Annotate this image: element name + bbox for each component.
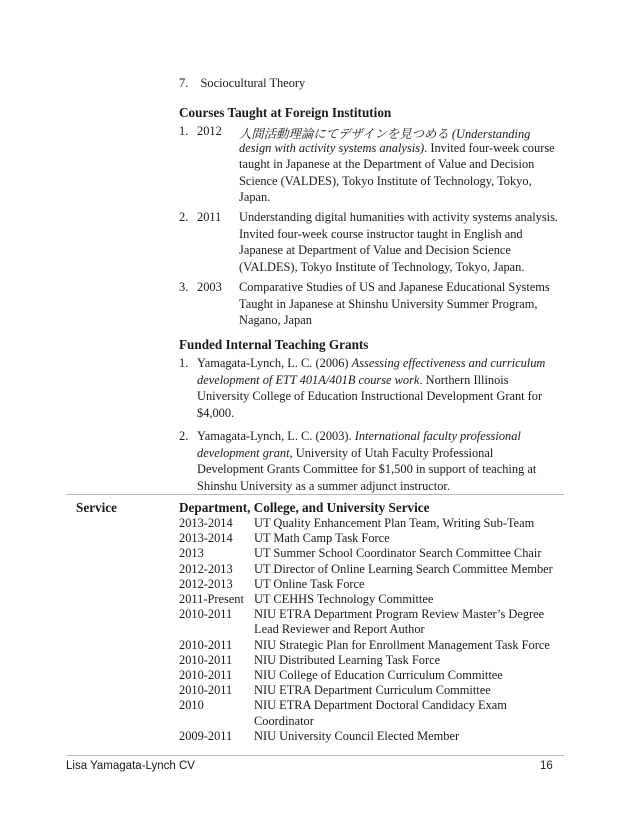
theory-item-text: Sociocultural Theory: [200, 76, 306, 90]
service-role: NIU Distributed Learning Task Force: [254, 652, 441, 667]
course-number: 1.: [179, 124, 189, 138]
course-year: 2012: [197, 124, 222, 138]
service-role: NIU Strategic Plan for Enrollment Management Task Force: [254, 637, 550, 652]
course-description-line: design with activity systems analysis). Invited four-week course: [239, 140, 555, 155]
course-description-line: Invited four-week course instructor taught in English and: [239, 226, 523, 241]
service-role: UT CEHHS Technology Committee: [254, 592, 434, 606]
grant-citation-line: Yamagata-Lynch, L. C. (2003). International faculty professional: [197, 429, 521, 443]
service-role: UT Summer School Coordinator Search Committee Chair: [254, 546, 542, 561]
service-role: NIU ETRA Department Program Review Master’s Degree: [254, 607, 545, 622]
course-description-line: Japan.: [239, 190, 271, 204]
service-date: 2010: [179, 698, 204, 713]
service-role: NIU ETRA Department Curriculum Committee: [254, 683, 491, 698]
course-number: 2.: [179, 210, 189, 224]
course-description-line: (VALDES), Tokyo Institute of Technology, Tokyo, Japan.: [239, 259, 525, 274]
service-role: UT Math Camp Task Force: [254, 531, 390, 546]
service-role: NIU ETRA Department Doctoral Candidacy Exam: [254, 698, 507, 713]
service-date: 2013: [179, 546, 204, 561]
course-description-line: Nagano, Japan: [239, 313, 312, 327]
service-date: 2012-2013: [179, 576, 233, 591]
course-description-line: Comparative Studies of US and Japanese Educational Systems: [239, 280, 550, 294]
footer-author: Lisa Yamagata-Lynch CV: [66, 760, 195, 772]
service-role: UT Quality Enhancement Plan Team, Writing Sub-Team: [254, 516, 535, 530]
grant-citation-line: Development Grants Committee for $1,500 in support of teaching at: [197, 462, 537, 476]
footer-divider: [66, 755, 564, 756]
service-role: NIU University Council Elected Member: [254, 728, 460, 743]
page-number: 16: [540, 760, 553, 772]
section-divider: [66, 494, 564, 495]
course-description-line: 人間活動理論にてデザインを見つめる (Understanding: [239, 127, 531, 141]
service-heading: Department, College, and University Service: [179, 500, 430, 515]
courses-heading: Courses Taught at Foreign Institution: [179, 105, 392, 120]
service-date: 2013-2014: [179, 531, 233, 546]
service-date: 2010-2011: [179, 607, 233, 622]
service-role: Lead Reviewer and Report Author: [254, 622, 425, 637]
course-number: 3.: [179, 280, 189, 294]
service-role: UT Director of Online Learning Search Committee Member: [254, 561, 553, 576]
service-date: 2011-Present: [179, 592, 244, 606]
service-date: 2010-2011: [179, 652, 233, 667]
service-date: 2013-2014: [179, 516, 233, 530]
grants-heading: Funded Internal Teaching Grants: [179, 337, 369, 352]
theory-item: [179, 76, 305, 91]
grant-citation-line: Yamagata-Lynch, L. C. (2006) Assessing effectiveness and curriculum: [197, 356, 546, 370]
grant-citation-line: development of ETT 401A/401B course work. Northern Illinois: [197, 372, 509, 387]
service-date: 2010-2011: [179, 637, 233, 652]
theory-item-number: 7.: [179, 76, 189, 90]
service-date: 2010-2011: [179, 683, 233, 698]
course-description-line: Science (VALDES), Tokyo Institute of Technology, Tokyo,: [239, 173, 532, 188]
service-date: 2009-2011: [179, 728, 233, 743]
service-role: Coordinator: [254, 713, 314, 728]
grant-citation-line: University College of Education Instructional Development Grant for: [197, 389, 543, 403]
course-description-line: Japanese at Department of Value and Decision Science: [239, 243, 511, 257]
grant-number: 1.: [179, 356, 189, 370]
course-year: 2003: [197, 280, 222, 294]
course-year: 2011: [197, 210, 222, 224]
service-date: 2012-2013: [179, 561, 233, 576]
course-description-line: Taught in Japanese at Shinshu University Summer Program,: [239, 296, 538, 311]
grant-citation-line: development grant, University of Utah Faculty Professional: [197, 445, 494, 460]
service-role: NIU College of Education Curriculum Committee: [254, 668, 503, 682]
grant-citation-line: Shinshu University as a summer adjunct instructor.: [197, 478, 450, 493]
course-description-line: taught in Japanese at the Department of Value and Decision: [239, 157, 535, 171]
service-role: UT Online Task Force: [254, 576, 365, 591]
grant-number: 2.: [179, 429, 189, 443]
course-description-line: Understanding digital humanities with activity systems analysis.: [239, 210, 559, 224]
grant-citation-line: $4,000.: [197, 405, 235, 420]
service-date: 2010-2011: [179, 668, 233, 682]
service-label: Service: [76, 500, 118, 515]
